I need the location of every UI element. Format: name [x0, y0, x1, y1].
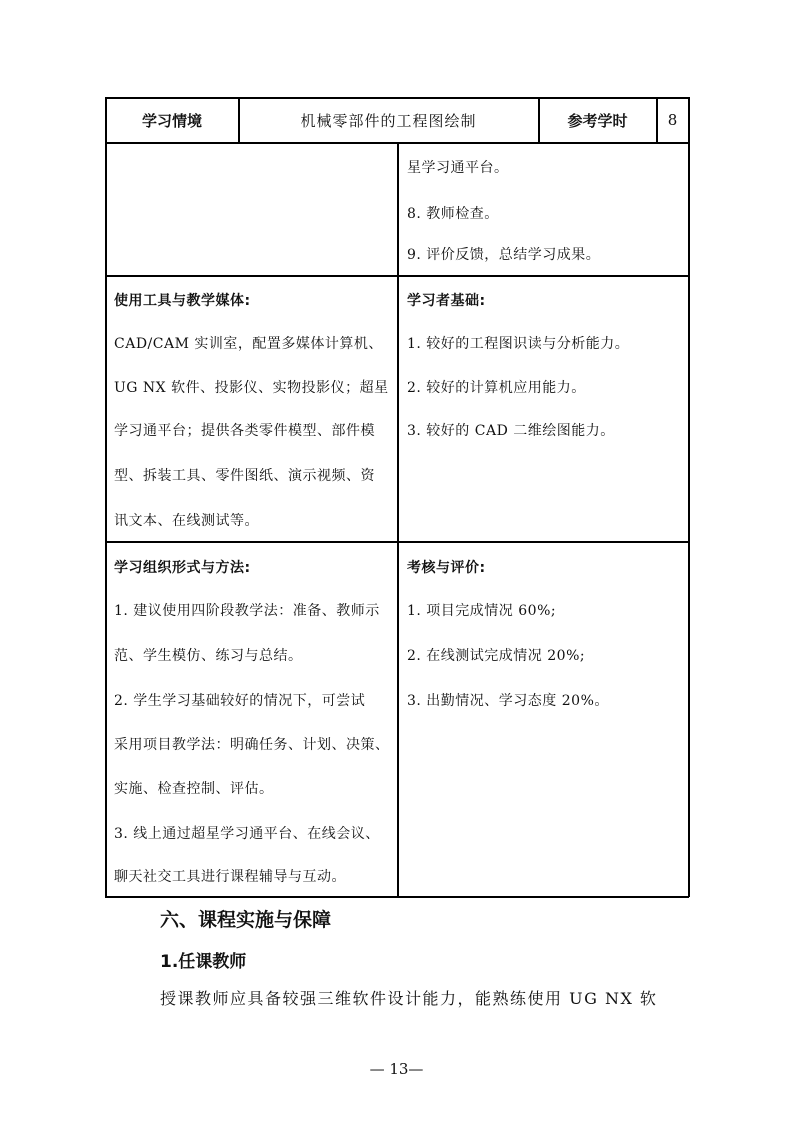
tools-line: 学习通平台；提供各类零件模型、部件模 — [114, 423, 375, 439]
header-label-situation: 学习情境 — [141, 111, 202, 130]
table-border-middle — [397, 142, 399, 897]
tools-line: CAD/CAM 实训室，配置多媒体计算机、 — [114, 336, 383, 352]
learner-title: 学习者基础: — [407, 293, 486, 309]
tools-line: 型、拆装工具、零件图纸、演示视频、资 — [114, 468, 375, 484]
header-hours-value: 8 — [667, 111, 678, 129]
assessment-line: 2. 在线测试完成情况 20%; — [407, 648, 586, 664]
table-border-left — [105, 97, 107, 897]
assessment-line: 3. 出勤情况、学习态度 20%。 — [407, 693, 609, 709]
organization-line: 范、学生模仿、练习与总结。 — [114, 648, 303, 664]
learner-line: 3. 较好的 CAD 二维绘图能力。 — [407, 423, 615, 439]
assessment-line: 1. 项目完成情况 60%; — [407, 603, 557, 619]
organization-line: 3. 线上通过超星学习通平台、在线会议、 — [114, 826, 380, 842]
organization-line: 聊天社交工具进行课程辅导与互动。 — [114, 869, 346, 885]
assessment-title: 考核与评价: — [407, 560, 486, 576]
table-border-right — [688, 97, 690, 897]
row1-line: 9. 评价反馈，总结学习成果。 — [407, 247, 601, 263]
learner-line: 1. 较好的工程图识读与分析能力。 — [407, 336, 630, 352]
header-situation-value: 机械零部件的工程图绘制 — [300, 111, 477, 130]
tools-line: UG NX 软件、投影仪、实物投影仪；超星 — [114, 380, 389, 396]
organization-line: 采用项目教学法：明确任务、计划、决策、 — [114, 737, 390, 753]
section-title: 六、课程实施与保障 — [160, 909, 332, 931]
organization-line: 实施、检查控制、评估。 — [114, 781, 274, 797]
page-number: — 13— — [369, 1060, 424, 1078]
learner-line: 2. 较好的计算机应用能力。 — [407, 380, 586, 396]
section-paragraph: 授课教师应具备较强三维软件设计能力，能熟练使用 UG NX 软 — [160, 989, 658, 1008]
header-label-hours: 参考学时 — [567, 111, 628, 130]
tools-line: 讯文本、在线测试等。 — [114, 513, 259, 529]
tools-title: 使用工具与教学媒体: — [114, 293, 251, 309]
section-subtitle: 1.任课教师 — [160, 952, 247, 972]
row1-line: 8. 教师检查。 — [407, 206, 499, 222]
organization-line: 2. 学生学习基础较好的情况下，可尝试 — [114, 693, 366, 709]
row1-line: 星学习通平台。 — [407, 160, 509, 176]
organization-line: 1. 建议使用四阶段教学法：准备、教师示 — [114, 603, 380, 619]
organization-title: 学习组织形式与方法: — [114, 560, 251, 576]
